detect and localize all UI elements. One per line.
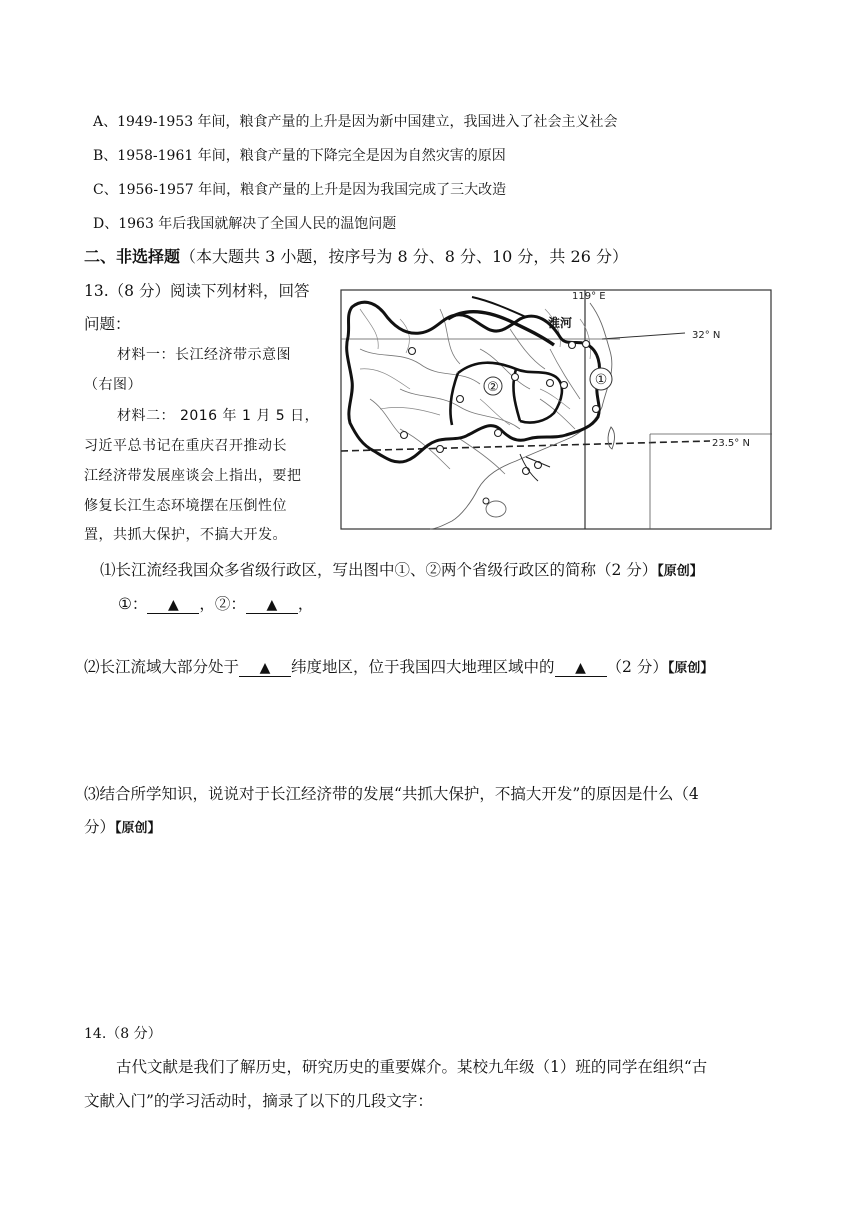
answer-blank-1[interactable]: ▲: [147, 597, 199, 614]
answer-blank-2[interactable]: ▲: [246, 597, 298, 614]
blank2-label: ，②：: [199, 595, 246, 613]
option-d: D、1963 年后我国就解决了全国人民的温饱问题: [93, 216, 397, 232]
material-2-line: 置，共抓大保护，不搞大开发。: [84, 527, 287, 543]
region-2-label: ②: [487, 380, 499, 395]
section-header: [84, 244, 628, 267]
q13-sub2-part1: ⑵长江流域大部分处于: [84, 658, 240, 676]
original-tag: 【原创】: [115, 821, 161, 836]
q13-sub1-text: ⑴长江流经我国众多省级行政区，写出图中①、②两个省级行政区的简称（2 分）: [100, 561, 658, 579]
q13-sub1: [100, 558, 703, 580]
answer-blank-4[interactable]: ▲: [555, 660, 607, 677]
blank1-label: ①：: [118, 595, 148, 613]
region-1-label: ①: [594, 372, 608, 388]
section-desc: （本大题共 3 小题，按序号为 8 分、8 分、10 分，共 26 分）: [180, 247, 628, 266]
blank-tail: ，: [297, 595, 314, 613]
lat32-label: 32° N: [692, 330, 721, 341]
option-c: C、1956-1957 年间，粮食产量的上升是因为我国完成了三大改造: [93, 182, 507, 198]
q13-head-line2: 问题：: [84, 315, 131, 333]
material-1-line1: 材料一：长江经济带示意图: [117, 347, 291, 363]
huai-river-label: 淮河: [548, 316, 573, 330]
q13-sub3-line2-text: 分）: [84, 818, 116, 836]
q13-sub2-part2: 纬度地区，位于我国四大地理区域中的: [291, 658, 555, 676]
q13-sub2-part3: （2 分）: [606, 658, 668, 676]
yangtze-economic-belt-map: [340, 289, 772, 530]
section-title: 二、非选择题: [84, 247, 181, 266]
q13-sub3-line2: [84, 815, 161, 837]
lon-label: 119° E: [572, 291, 606, 302]
material-2-line: 材料二： 2016 年 1 月 5 日，: [117, 408, 320, 424]
q13-sub3-line1: ⑶结合所学知识，说说对于长江经济带的发展“共抓大保护，不搞大开发”的原因是什么（4: [84, 785, 699, 803]
original-tag: 【原创】: [667, 661, 714, 676]
q14-line1: 古代文献是我们了解历史，研究历史的重要媒介。某校九年级（1）班的同学在组织“古: [116, 1058, 708, 1076]
material-2-line: 习近平总书记在重庆召开推动长: [84, 438, 287, 454]
q14-line2: 文献入门”的学习活动时，摘录了以下的几段文字：: [84, 1092, 433, 1110]
option-a: A、1949-1953 年间，粮食产量的上升是因为新中国建立，我国进入了社会主义社会: [93, 114, 618, 130]
material-2-line: 江经济带发展座谈会上指出，要把: [84, 468, 302, 484]
material-1-line2: （右图）: [84, 377, 142, 393]
option-b: B、1958-1961 年间，粮食产量的下降完全是因为自然灾害的原因: [93, 148, 506, 164]
q13-head-line1: 13.（8 分）阅读下列材料，回答: [84, 282, 310, 300]
lat23-label: 23.5° N: [712, 438, 750, 449]
material-2-line: 修复长江生态环境摆在压倒性位: [84, 498, 287, 514]
q14-head: 14.（8 分）: [84, 1026, 162, 1042]
original-tag: 【原创】: [657, 564, 703, 579]
q13-sub1-answers: [118, 592, 313, 614]
answer-blank-3[interactable]: ▲: [239, 660, 291, 677]
q13-sub2: [84, 655, 713, 677]
